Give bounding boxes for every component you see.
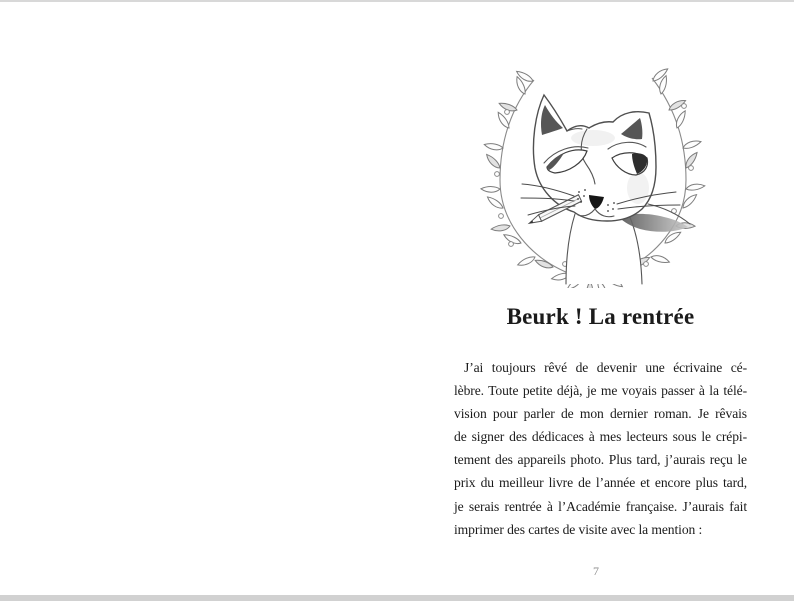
cat-pencil-wreath-illustration: [478, 68, 708, 288]
paragraph-line: vision pour parler de mon dernier roman. Je rêvais: [454, 406, 747, 422]
paragraph-line: J’ai toujours rêvé de devenir une écrivaine cé-: [464, 360, 747, 375]
chapter-title: Beurk ! La rentrée: [506, 304, 695, 329]
left-page-blank[interactable]: [0, 2, 397, 595]
paragraph-line: tement des appareils photo. Plus tard, j’aurais reçu le: [454, 452, 747, 468]
paragraph-line: de signer des dédicaces à mes lecteurs sous le crépi-: [454, 429, 747, 445]
window-bottom-bar: [0, 595, 794, 601]
paragraph-line: imprimer des cartes de visite avec la mention :: [454, 521, 703, 537]
paragraph-line: je serais rentrée à l’Académie française. J’aurais fait: [454, 498, 747, 514]
cat-head-drawing: [521, 95, 690, 284]
paragraph-line: lèbre. Toute petite déjà, je me voyais passer à la télé-: [454, 383, 747, 399]
paragraph-line: prix du meilleur livre de l’année et encore plus tard,: [454, 475, 747, 491]
right-page[interactable]: [454, 2, 747, 595]
chapter-paragraph: [454, 356, 747, 541]
page-number: 7: [593, 564, 599, 578]
